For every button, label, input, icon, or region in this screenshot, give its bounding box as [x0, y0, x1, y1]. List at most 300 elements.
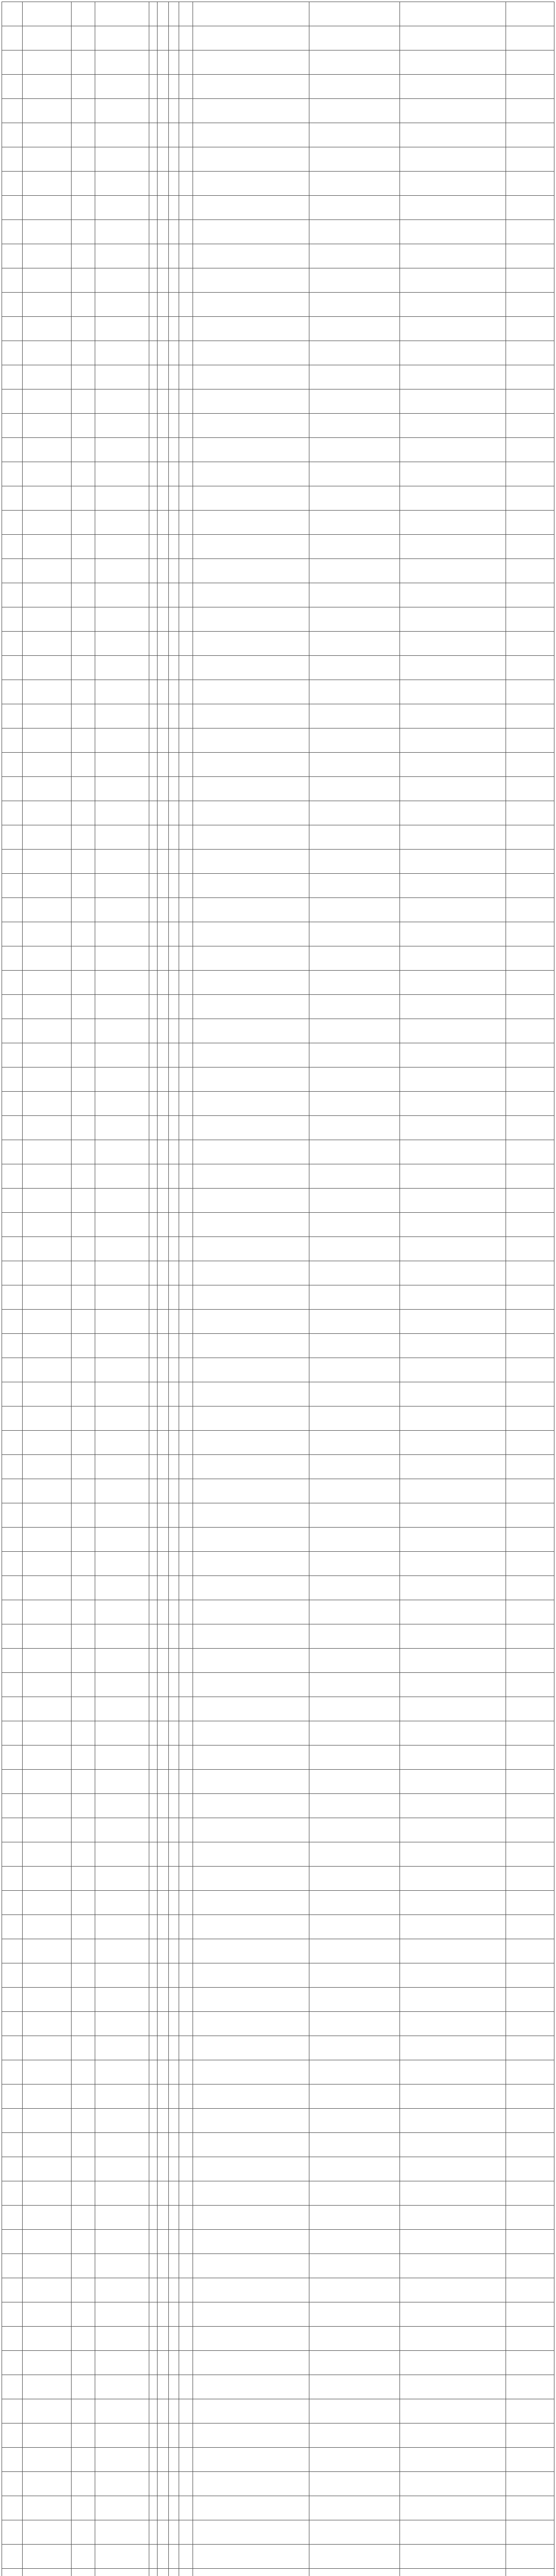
table-cell [95, 2133, 149, 2157]
table-cell [72, 1261, 95, 1285]
table-cell [72, 898, 95, 922]
table-cell [2, 1285, 23, 1310]
table-cell [72, 293, 95, 317]
table-cell [2, 1189, 23, 1213]
table-row [2, 1189, 554, 1213]
table-cell [179, 1358, 193, 1382]
table-cell [506, 680, 554, 704]
table-cell [193, 462, 309, 486]
table-cell [399, 75, 506, 99]
table-cell [179, 1818, 193, 1842]
table-cell [95, 1382, 149, 1406]
table-cell [72, 268, 95, 293]
table-cell [149, 317, 158, 341]
table-cell [179, 1164, 193, 1189]
table-cell [149, 656, 158, 680]
table-cell [399, 1528, 506, 1552]
table-cell [95, 1576, 149, 1600]
table-cell [2, 1140, 23, 1164]
table-cell [2, 293, 23, 317]
table-cell [149, 1261, 158, 1285]
table-cell [309, 1891, 400, 1915]
table-cell [23, 1382, 72, 1406]
table-cell [309, 414, 400, 438]
table-cell [506, 1503, 554, 1528]
table-cell [169, 922, 179, 946]
table-cell [179, 1988, 193, 2012]
table-cell [169, 1915, 179, 1939]
table-cell [309, 535, 400, 559]
table-cell [193, 1915, 309, 1939]
table-cell [193, 2375, 309, 2399]
table-cell [169, 1794, 179, 1818]
table-cell [179, 1261, 193, 1285]
table-cell [2, 2278, 23, 2302]
table-cell [2, 2496, 23, 2520]
table-cell [193, 1334, 309, 1358]
table-cell [149, 365, 158, 389]
table-cell [72, 2230, 95, 2254]
table-cell [95, 922, 149, 946]
table-cell [95, 1503, 149, 1528]
table-cell [169, 1939, 179, 1963]
table-cell [149, 2206, 158, 2230]
table-cell [23, 1092, 72, 1116]
table-cell [72, 389, 95, 414]
table-row [2, 2327, 554, 2351]
table-cell [309, 2230, 400, 2254]
table-cell [179, 1503, 193, 1528]
table-cell [506, 704, 554, 728]
table-cell [309, 583, 400, 607]
table-row [2, 2060, 554, 2084]
table-cell [506, 1600, 554, 1624]
table-cell [506, 2157, 554, 2181]
table-cell [158, 1528, 169, 1552]
table-cell [95, 2157, 149, 2181]
table-cell [72, 26, 95, 50]
table-cell [506, 2230, 554, 2254]
table-row [2, 632, 554, 656]
table-cell [399, 99, 506, 123]
table-cell [23, 1043, 72, 1067]
table-cell [149, 1600, 158, 1624]
table-cell [179, 2254, 193, 2278]
table-cell [179, 1382, 193, 1406]
table-cell [149, 1649, 158, 1673]
table-cell [158, 1213, 169, 1237]
table-cell [193, 2254, 309, 2278]
table-cell [179, 971, 193, 995]
table-cell [95, 1794, 149, 1818]
table-row [2, 1528, 554, 1552]
table-cell [2, 389, 23, 414]
table-cell [158, 1576, 169, 1600]
table-cell [399, 850, 506, 874]
table-cell [179, 1479, 193, 1503]
table-row [2, 486, 554, 511]
table-row [2, 365, 554, 389]
table-cell [95, 1092, 149, 1116]
table-cell [72, 1140, 95, 1164]
table-cell [506, 2569, 554, 2576]
table-cell [158, 268, 169, 293]
table-cell [2, 1721, 23, 1745]
table-cell [309, 704, 400, 728]
table-cell [399, 607, 506, 632]
table-cell [179, 922, 193, 946]
table-cell [399, 971, 506, 995]
table-cell [158, 172, 169, 196]
table-row [2, 1770, 554, 1794]
table-cell [72, 1189, 95, 1213]
table-row [2, 704, 554, 728]
table-cell [399, 365, 506, 389]
table-row [2, 2157, 554, 2181]
table-cell [23, 753, 72, 777]
table-cell [193, 1164, 309, 1189]
table-cell [179, 2569, 193, 2576]
table-cell [193, 2545, 309, 2569]
table-cell [309, 26, 400, 50]
table-cell [72, 1382, 95, 1406]
table-cell [95, 99, 149, 123]
table-cell [399, 26, 506, 50]
table-cell [158, 1334, 169, 1358]
table-cell [309, 1528, 400, 1552]
table-cell [23, 2302, 72, 2327]
table-cell [149, 632, 158, 656]
table-cell [23, 1600, 72, 1624]
table-cell [23, 1189, 72, 1213]
table-cell [193, 607, 309, 632]
table-cell [506, 1189, 554, 1213]
table-cell [23, 1915, 72, 1939]
table-cell [179, 1963, 193, 1988]
table-cell [506, 1770, 554, 1794]
table-cell [149, 293, 158, 317]
table-cell [193, 1285, 309, 1310]
table-cell [2, 2520, 23, 2545]
table-cell [149, 535, 158, 559]
table-cell [506, 801, 554, 825]
table-cell [23, 317, 72, 341]
table-cell [506, 2327, 554, 2351]
table-cell [158, 123, 169, 147]
table-cell [149, 1503, 158, 1528]
table-row [2, 1745, 554, 1770]
table-cell [2, 2327, 23, 2351]
table-cell [158, 486, 169, 511]
table-cell [179, 511, 193, 535]
table-cell [2, 1431, 23, 1455]
table-row [2, 244, 554, 268]
table-cell [179, 1285, 193, 1310]
table-cell [309, 2012, 400, 2036]
table-cell [158, 2109, 169, 2133]
table-cell [23, 1842, 72, 1867]
table-cell [149, 511, 158, 535]
table-cell [169, 196, 179, 220]
table-cell [158, 559, 169, 583]
table-cell [158, 1867, 169, 1891]
table-cell [169, 75, 179, 99]
table-cell [2, 1988, 23, 2012]
table-cell [179, 196, 193, 220]
table-row [2, 1431, 554, 1455]
table-cell [2, 438, 23, 462]
table-cell [95, 1455, 149, 1479]
table-row [2, 1649, 554, 1673]
table-cell [193, 728, 309, 753]
table-cell [179, 2327, 193, 2351]
table-cell [72, 462, 95, 486]
table-cell [169, 1189, 179, 1213]
table-cell [72, 99, 95, 123]
table-cell [399, 1189, 506, 1213]
table-cell [95, 2302, 149, 2327]
table-cell [506, 1891, 554, 1915]
table-cell [149, 414, 158, 438]
table-cell [399, 293, 506, 317]
table-cell [309, 728, 400, 753]
table-cell [193, 389, 309, 414]
table-cell [179, 704, 193, 728]
table-cell [2, 511, 23, 535]
table-cell [158, 1406, 169, 1431]
table-cell [2, 1455, 23, 1479]
table-cell [2, 1842, 23, 1867]
table-cell [2, 75, 23, 99]
table-cell [149, 1310, 158, 1334]
table-cell [149, 946, 158, 971]
table-cell [2, 2157, 23, 2181]
table-cell [169, 1649, 179, 1673]
table-row [2, 1213, 554, 1237]
table-cell [506, 2520, 554, 2545]
table-cell [179, 874, 193, 898]
table-cell [179, 341, 193, 365]
table-cell [169, 2569, 179, 2576]
table-cell [179, 1624, 193, 1649]
table-cell [149, 1818, 158, 1842]
table-cell [95, 1067, 149, 1092]
table-cell [506, 2036, 554, 2060]
table-cell [158, 2254, 169, 2278]
table-row [2, 874, 554, 898]
table-cell [193, 1939, 309, 1963]
table-row [2, 2520, 554, 2545]
table-cell [23, 2472, 72, 2496]
table-cell [193, 1358, 309, 1382]
table-cell [193, 1649, 309, 1673]
table-cell [193, 1963, 309, 1988]
table-row [2, 777, 554, 801]
table-cell [179, 2424, 193, 2448]
table-cell [399, 1770, 506, 1794]
table-row [2, 2084, 554, 2109]
table-cell [309, 1988, 400, 2012]
table-cell [309, 75, 400, 99]
table-cell [506, 486, 554, 511]
table-cell [95, 196, 149, 220]
table-cell [169, 2302, 179, 2327]
table-row [2, 946, 554, 971]
table-cell [95, 1019, 149, 1043]
table-cell [169, 2, 179, 26]
table-cell [309, 1576, 400, 1600]
table-cell [506, 656, 554, 680]
table-cell [506, 2254, 554, 2278]
table-cell [95, 1915, 149, 1939]
table-cell [72, 2206, 95, 2230]
table-cell [179, 1213, 193, 1237]
table-cell [23, 1067, 72, 1092]
table-cell [72, 2520, 95, 2545]
table-cell [399, 341, 506, 365]
table-cell [169, 1358, 179, 1382]
table-cell [506, 2399, 554, 2424]
table-row [2, 1358, 554, 1382]
table-cell [399, 1382, 506, 1406]
table-cell [169, 2496, 179, 2520]
table-cell [23, 1285, 72, 1310]
table-cell [193, 1455, 309, 1479]
table-cell [506, 1310, 554, 1334]
table-cell [179, 2084, 193, 2109]
table-cell [158, 1261, 169, 1285]
table-row [2, 1988, 554, 2012]
table-cell [399, 220, 506, 244]
table-cell [2, 268, 23, 293]
table-cell [506, 2, 554, 26]
table-cell [158, 656, 169, 680]
table-cell [149, 583, 158, 607]
table-cell [169, 1237, 179, 1261]
table-cell [23, 75, 72, 99]
table-cell [95, 511, 149, 535]
table-cell [95, 220, 149, 244]
table-cell [179, 2133, 193, 2157]
table-cell [169, 801, 179, 825]
table-cell [2, 1067, 23, 1092]
table-cell [23, 1019, 72, 1043]
table-cell [179, 2036, 193, 2060]
table-cell [179, 2060, 193, 2084]
table-cell [193, 220, 309, 244]
table-cell [193, 2084, 309, 2109]
table-row [2, 2569, 554, 2576]
table-cell [399, 2254, 506, 2278]
table-cell [169, 26, 179, 50]
table-cell [169, 2375, 179, 2399]
table-cell [2, 2351, 23, 2375]
table-cell [506, 777, 554, 801]
table-cell [193, 414, 309, 438]
table-cell [23, 850, 72, 874]
table-cell [506, 1721, 554, 1745]
table-cell [399, 1261, 506, 1285]
table-cell [399, 1116, 506, 1140]
table-row [2, 2302, 554, 2327]
table-cell [506, 123, 554, 147]
table-cell [158, 293, 169, 317]
table-cell [506, 607, 554, 632]
table-cell [506, 2278, 554, 2302]
table-cell [179, 946, 193, 971]
table-cell [2, 220, 23, 244]
table-cell [149, 728, 158, 753]
table-cell [309, 2399, 400, 2424]
table-cell [2, 1552, 23, 1576]
table-cell [23, 801, 72, 825]
table-cell [193, 1189, 309, 1213]
table-cell [169, 2278, 179, 2302]
table-cell [309, 1431, 400, 1455]
table-row [2, 2375, 554, 2399]
table-cell [158, 2472, 169, 2496]
table-cell [72, 244, 95, 268]
table-cell [158, 511, 169, 535]
table-cell [399, 1334, 506, 1358]
table-cell [95, 1310, 149, 1334]
table-cell [399, 1842, 506, 1867]
table-cell [506, 1867, 554, 1891]
table-cell [309, 220, 400, 244]
table-cell [399, 1939, 506, 1963]
table-cell [2, 2448, 23, 2472]
table-cell [149, 1867, 158, 1891]
table-cell [72, 2327, 95, 2351]
table-cell [169, 1745, 179, 1770]
table-cell [2, 2060, 23, 2084]
table-row [2, 1334, 554, 1358]
table-cell [95, 1237, 149, 1261]
table-cell [72, 1794, 95, 1818]
table-cell [23, 2133, 72, 2157]
table-cell [506, 1431, 554, 1455]
table-cell [169, 1963, 179, 1988]
table-cell [309, 2254, 400, 2278]
table-cell [309, 2036, 400, 2060]
table-cell [193, 583, 309, 607]
table-cell [2, 2109, 23, 2133]
table-cell [95, 1043, 149, 1067]
table-cell [95, 971, 149, 995]
table-cell [158, 2206, 169, 2230]
table-cell [23, 898, 72, 922]
table-cell [193, 1043, 309, 1067]
table-cell [179, 1237, 193, 1261]
table-cell [72, 1479, 95, 1503]
table-cell [169, 147, 179, 172]
table-cell [179, 1939, 193, 1963]
table-cell [72, 995, 95, 1019]
table-cell [23, 632, 72, 656]
table-cell [193, 123, 309, 147]
table-cell [506, 317, 554, 341]
table-cell [399, 1988, 506, 2012]
table-cell [95, 1479, 149, 1503]
table-cell [309, 1310, 400, 1334]
table-cell [149, 2569, 158, 2576]
table-row [2, 559, 554, 583]
table-cell [23, 486, 72, 511]
table-cell [72, 1431, 95, 1455]
table-cell [169, 1067, 179, 1092]
table-cell [23, 2327, 72, 2351]
table-cell [23, 1213, 72, 1237]
